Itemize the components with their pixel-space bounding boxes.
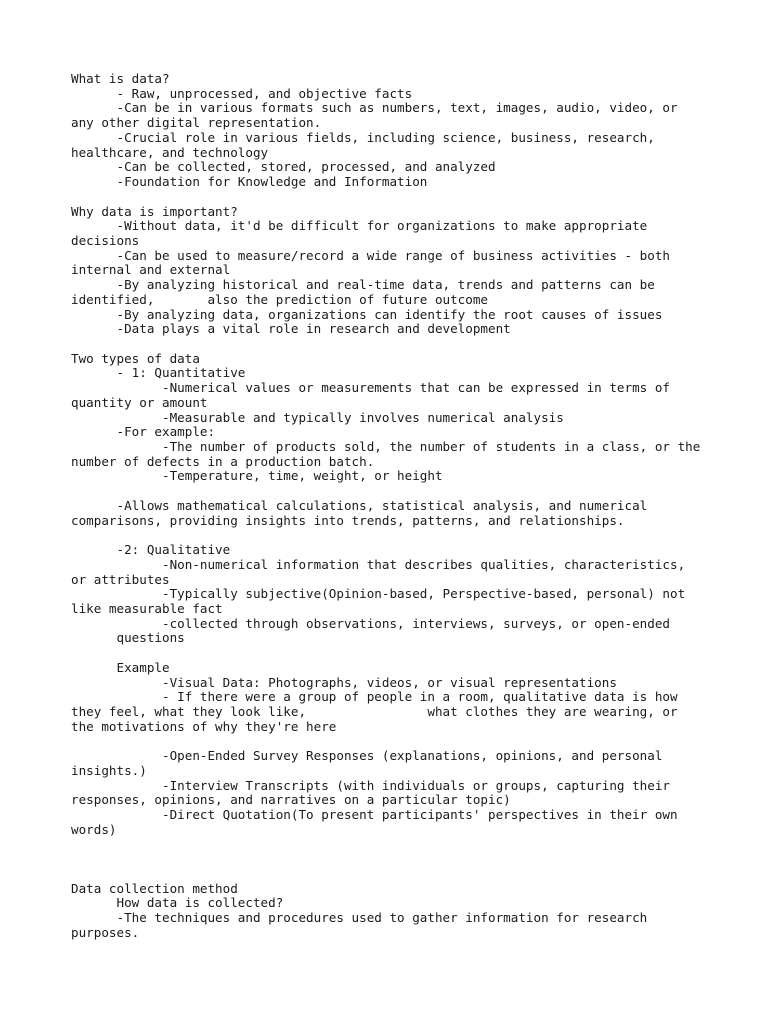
text-line: questions xyxy=(71,630,185,646)
text-line: comparisons, providing insights into trends, patterns, and relationships. xyxy=(71,512,625,528)
text-line: What is data? xyxy=(71,71,170,86)
text-line: - 1: Quantitative xyxy=(71,365,246,381)
text-line: -Allows mathematical calculations, statistical analysis, and numerical xyxy=(71,497,648,513)
text-line: -Interview Transcripts (with individuals or groups, capturing their xyxy=(71,777,670,793)
text-line: insights.) xyxy=(71,762,147,778)
text-line: or attributes xyxy=(71,571,170,587)
text-line: words) xyxy=(71,821,117,837)
text-line: How data is collected? xyxy=(71,895,284,911)
text-line: -Crucial role in various fields, including science, business, research, xyxy=(71,129,655,145)
text-line: -Non-numerical information that describes qualities, characteristics, xyxy=(71,556,686,572)
text-line: -Measurable and typically involves numerical analysis xyxy=(71,409,564,425)
text-line: -The techniques and procedures used to gather information for research xyxy=(71,910,648,925)
text-line: -Temperature, time, weight, or height xyxy=(71,468,443,484)
text-line: responses, opinions, and narratives on a particular topic) xyxy=(71,792,511,808)
text-line: - Raw, unprocessed, and objective facts xyxy=(71,85,413,101)
text-line: -Can be used to measure/record a wide range of business activities - both xyxy=(71,247,670,263)
text-line: purposes. xyxy=(71,924,140,940)
text-line: Data collection method xyxy=(71,880,238,896)
text-line: decisions xyxy=(71,232,140,248)
text-line: number of defects in a production batch. xyxy=(71,453,375,469)
text-line: - If there were a group of people in a room, qualitative data is how xyxy=(71,689,678,705)
text-line: internal and external xyxy=(71,262,231,278)
text-line: the motivations of why they're here xyxy=(71,718,337,734)
text-line: Why data is important? xyxy=(71,203,238,219)
text-line: -Without data, it'd be difficult for organizations to make appropriate xyxy=(71,218,648,234)
text-line: like measurable fact xyxy=(71,600,223,616)
text-line: -For example: xyxy=(71,424,216,440)
text-line: -Numerical values or measurements that can be expressed in terms of xyxy=(71,380,670,396)
text-line: any other digital representation. xyxy=(71,115,322,131)
text-line: -Direct Quotation(To present participants' perspectives in their own xyxy=(71,807,678,822)
text-line: they feel, what they look like, what clothes they are wearing, or xyxy=(71,704,678,719)
text-line: healthcare, and technology xyxy=(71,144,269,160)
text-line: -By analyzing historical and real-time data, trends and patterns can be xyxy=(71,277,655,293)
text-line: -Foundation for Knowledge and Information xyxy=(71,174,428,189)
text-line: -By analyzing data, organizations can identify the root causes of issues xyxy=(71,306,663,322)
text-line: -Visual Data: Photographs, videos, or visual representations xyxy=(71,674,617,690)
text-line: -The number of products sold, the number of students in a class, or the xyxy=(71,439,701,454)
text-line: quantity or amount xyxy=(71,394,208,410)
text-line: -Open-Ended Survey Responses (explanations, opinions, and personal xyxy=(71,748,663,764)
text-line: -Can be collected, stored, processed, and analyzed xyxy=(71,159,496,175)
text-line: -collected through observations, interviews, surveys, or open-ended xyxy=(71,615,670,631)
text-line: -2: Qualitative xyxy=(71,542,231,557)
text-line: -Data plays a vital role in research and development xyxy=(71,321,511,337)
text-line: identified, also the prediction of future outcome xyxy=(71,291,489,307)
text-line: Example xyxy=(71,659,170,675)
text-line: -Can be in various formats such as numbers, text, images, audio, video, or xyxy=(71,100,678,116)
text-line: Two types of data xyxy=(71,350,200,366)
text-line: -Typically subjective(Opinion-based, Perspective-based, personal) not xyxy=(71,586,686,602)
